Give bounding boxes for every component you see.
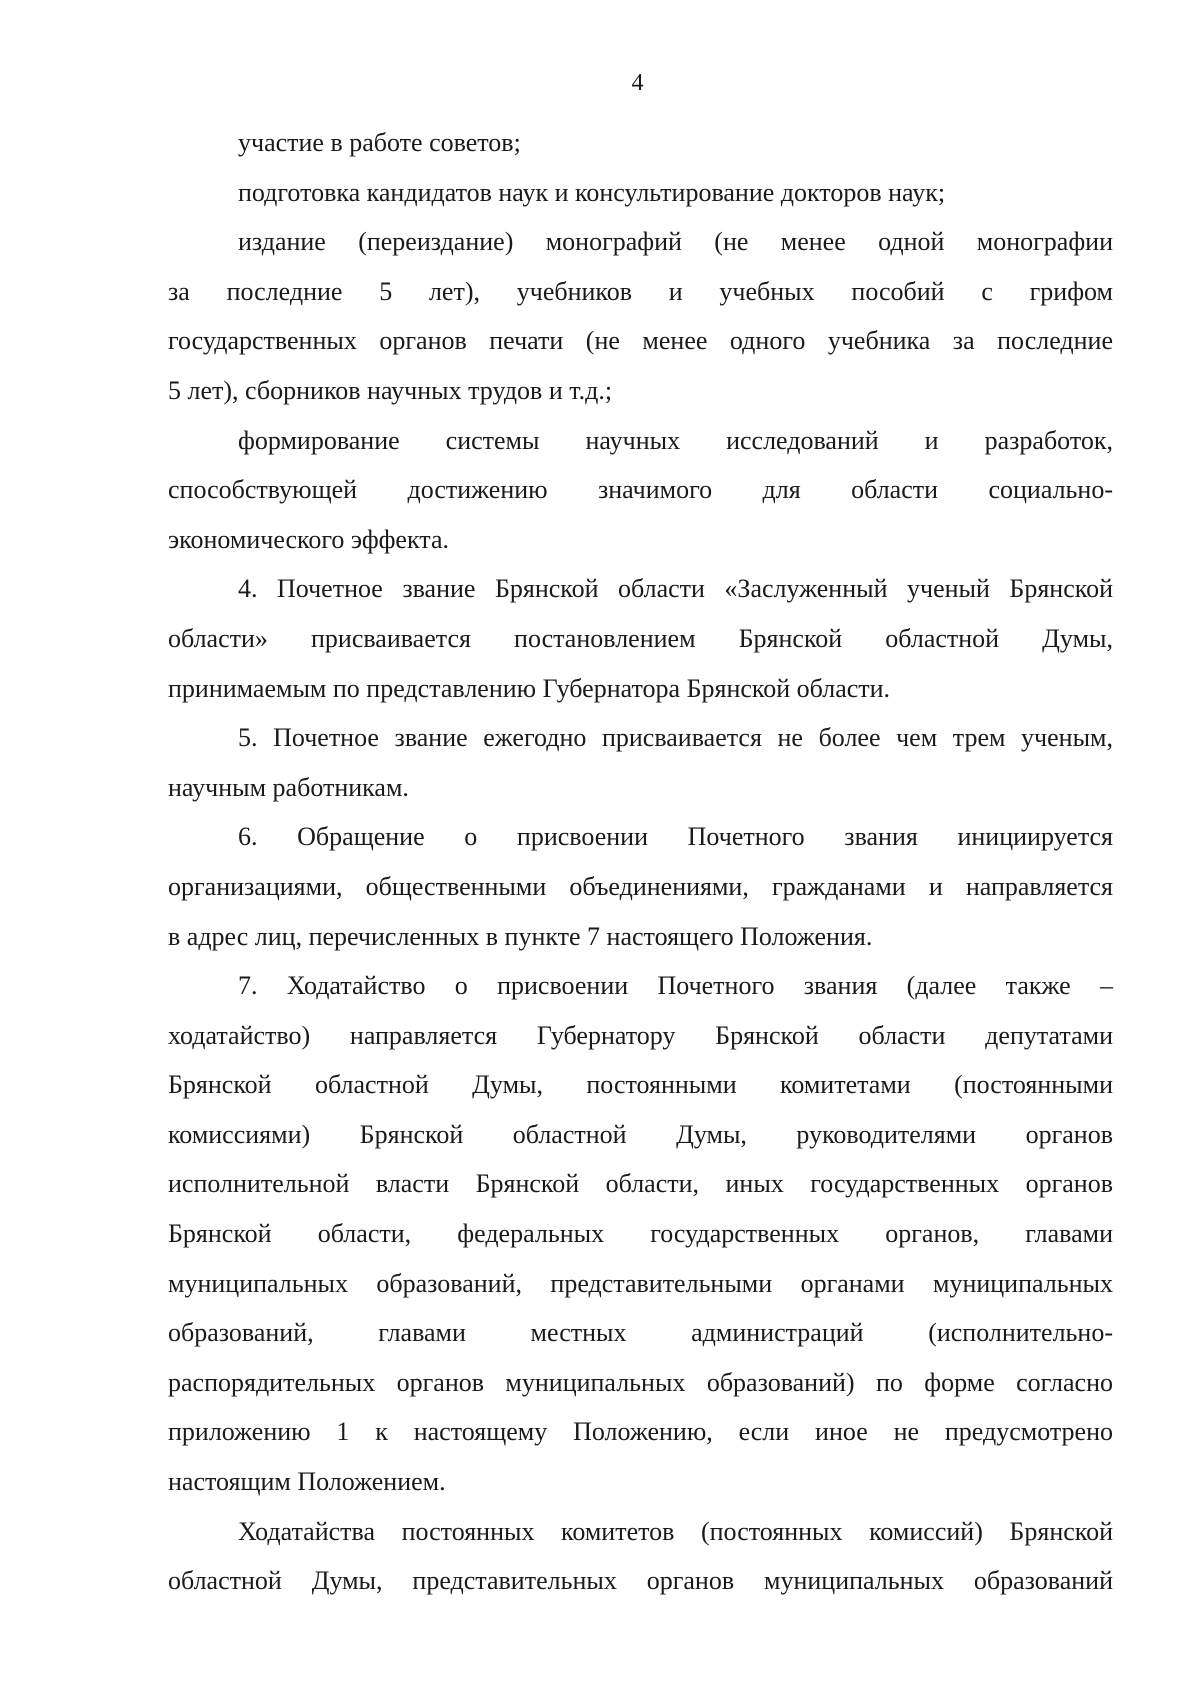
paragraph: [168, 713, 1113, 812]
text-line: издание (переиздание) монографий (не менее одной монографии: [238, 227, 1113, 257]
paragraph: [168, 118, 1113, 168]
text-line: распорядительных органов муниципальных образований) по форме согласно: [168, 1367, 1113, 1397]
text-line: формирование системы научных исследований и разработок,: [238, 425, 1113, 455]
text-line: комиссиями) Брянской областной Думы, руководителями органов: [168, 1119, 1113, 1149]
paragraph: [168, 416, 1113, 565]
text-line: в адрес лиц, перечисленных в пункте 7 настоящего Положения.: [168, 921, 873, 951]
paragraph: [168, 961, 1113, 1507]
text-line: областной Думы, представительных органов муниципальных образований: [168, 1566, 1113, 1596]
text-line: за последние 5 лет), учебников и учебных пособий с грифом: [168, 276, 1113, 306]
text-line: муниципальных образований, представительными органами муниципальных: [168, 1268, 1113, 1298]
text-line: настоящим Положением.: [168, 1467, 446, 1497]
text-line: организациями, общественными объединениями, гражданами и направляется: [168, 871, 1113, 901]
text-line: Брянской областной Думы, постоянными комитетами (постоянными: [168, 1070, 1113, 1100]
text-line: 6. Обращение о присвоении Почетного звания инициируется: [238, 822, 1113, 852]
text-line: Брянской области, федеральных государственных органов, главами: [168, 1219, 1113, 1249]
paragraph: [168, 168, 1113, 218]
paragraph: [168, 217, 1113, 415]
document-body: [168, 118, 1113, 1606]
text-line: государственных органов печати (не менее одного учебника за последние: [168, 326, 1113, 356]
text-line: 7. Ходатайство о присвоении Почетного звания (далее также –: [238, 971, 1113, 1001]
text-line: участие в работе советов;: [238, 128, 521, 157]
paragraph: [168, 812, 1113, 961]
page-number: 4: [631, 70, 644, 96]
paragraph: [168, 1507, 1113, 1606]
text-line: экономического эффекта.: [168, 524, 449, 554]
text-line: исполнительной власти Брянской области, иных государственных органов: [168, 1169, 1113, 1199]
text-line: приложению 1 к настоящему Положению, если иное не предусмотрено: [168, 1417, 1113, 1447]
text-line: принимаемым по представлению Губернатора Брянской области.: [168, 673, 891, 703]
text-line: 4. Почетное звание Брянской области «Заслуженный ученый Брянской: [238, 574, 1113, 604]
text-line: способствующей достижению значимого для области социально-: [168, 475, 1113, 505]
text-line: 5 лет), сборников научных трудов и т.д.;: [168, 375, 613, 405]
text-line: подготовка кандидатов наук и консультирование докторов наук;: [238, 177, 946, 207]
text-line: ходатайство) направляется Губернатору Брянской области депутатами: [168, 1020, 1113, 1050]
text-line: научным работникам.: [168, 772, 409, 802]
text-line: области» присваивается постановлением Брянской областной Думы,: [168, 623, 1113, 653]
text-line: Ходатайства постоянных комитетов (постоянных комиссий) Брянской: [238, 1516, 1113, 1546]
paragraph: [168, 564, 1113, 713]
text-line: образований, главами местных администраций (исполнительно-: [168, 1318, 1113, 1348]
text-line: 5. Почетное звание ежегодно присваивается не более чем трем ученым,: [238, 723, 1113, 753]
